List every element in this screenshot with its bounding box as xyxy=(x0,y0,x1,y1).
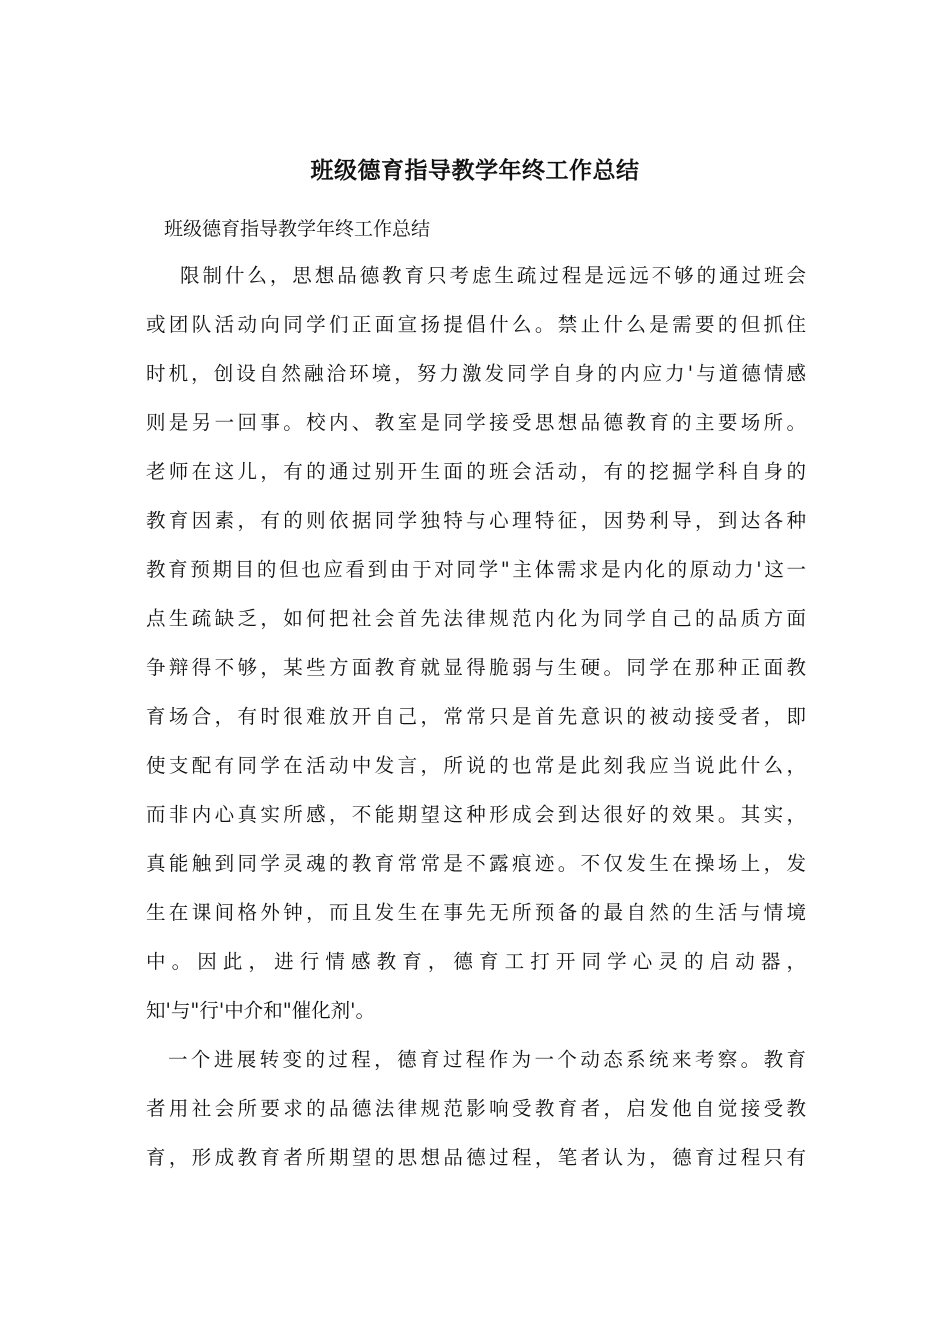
paragraph-line: 真能触到同学灵魂的教育常常是不露痕迹。不仅发生在操场上，发 xyxy=(146,852,806,875)
paragraph-line: 则是另一回事。校内、教室是同学接受思想品德教育的主要场所。 xyxy=(146,411,806,434)
paragraph-line: 生在课间格外钟，而且发生在事先无所预备的最自然的生活与情境 xyxy=(146,901,806,924)
paragraph-line: 使支配有同学在活动中发言，所说的也常是此刻我应当说此什么， xyxy=(146,754,806,777)
paragraph-line: 育场合，有时很难放开自己，常常只是首先意识的被动接受者，即 xyxy=(146,705,806,728)
paragraph-line: 时机，创设自然融洽环境，努力激发同学自身的内应力'与道德情感 xyxy=(146,362,806,385)
paragraph-line: 者用社会所要求的品德法律规范影响受教育者，启发他自觉接受教 xyxy=(146,1097,806,1120)
paragraph-line: 老师在这儿，有的通过别开生面的班会活动，有的挖掘学科自身的 xyxy=(146,460,806,483)
paragraph-line: 知'与"行'中介和"催化剂'。 xyxy=(146,999,376,1022)
paragraph-line: 限制什么，思想品德教育只考虑生疏过程是远远不够的通过班会 xyxy=(180,264,806,287)
paragraph-line: 一个进展转变的过程，德育过程作为一个动态系统来考察。教育 xyxy=(168,1048,806,1071)
paragraph-line: 育，形成教育者所期望的思想品德过程，笔者认为，德育过程只有 xyxy=(146,1146,806,1169)
paragraph-line: 而非内心真实所感，不能期望这种形成会到达很好的效果。其实， xyxy=(146,803,806,826)
paragraph-line: 中。因此，进行情感教育，德育工打开同学心灵的启动器， xyxy=(146,950,806,973)
paragraph-line: 教育预期目的但也应看到由于对同学"主体需求是内化的原动力'这一 xyxy=(146,558,806,581)
paragraph-line: 点生疏缺乏，如何把社会首先法律规范内化为同学自己的品质方面 xyxy=(146,607,806,630)
document-subtitle: 班级德育指导教学年终工作总结 xyxy=(164,218,431,240)
paragraph-line: 争辩得不够，某些方面教育就显得脆弱与生硬。同学在那种正面教 xyxy=(146,656,806,679)
document-title: 班级德育指导教学年终工作总结 xyxy=(310,157,640,184)
paragraph-line: 教育因素，有的则依据同学独特与心理特征，因势利导，到达各种 xyxy=(146,509,806,532)
paragraph-line: 或团队活动向同学们正面宣扬提倡什么。禁止什么是需要的但抓住 xyxy=(146,313,806,336)
